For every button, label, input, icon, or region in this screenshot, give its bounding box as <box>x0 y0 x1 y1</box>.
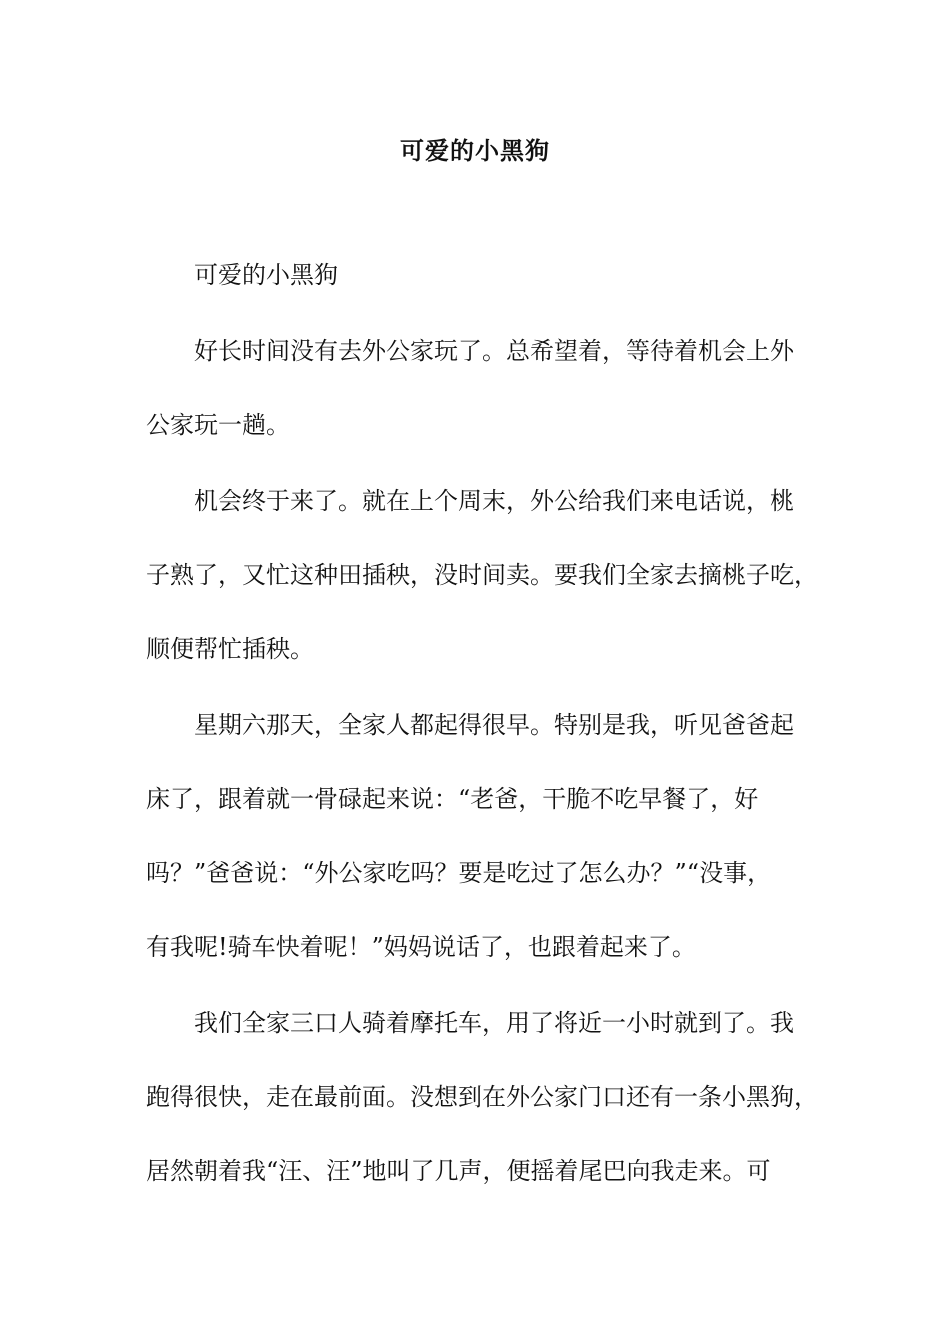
paragraph-line: 居然朝着我“汪、汪”地叫了几声，便摇着尾巴向我走来。可 <box>146 1157 771 1185</box>
paragraph-line: 好长时间没有去外公家玩了。总希望着，等待着机会上外 <box>194 337 794 365</box>
paragraph-line: 顺便帮忙插秧。 <box>146 635 314 663</box>
paragraph-line: 跑得很快，走在最前面。没想到在外公家门口还有一条小黑狗， <box>146 1083 818 1111</box>
paragraph-line: 公家玩一趟。 <box>146 411 290 439</box>
paragraph-line: 子熟了，又忙这种田插秧，没时间卖。要我们全家去摘桃子吃， <box>146 561 818 589</box>
subtitle-line: 可爱的小黑狗 <box>194 261 338 289</box>
paragraph-line: 床了，跟着就一骨碌起来说：“老爸，干脆不吃早餐了，好 <box>146 785 759 813</box>
document-title: 可爱的小黑狗 <box>400 136 550 165</box>
paragraph-line: 我们全家三口人骑着摩托车，用了将近一小时就到了。我 <box>194 1009 794 1037</box>
paragraph-line: 星期六那天，全家人都起得很早。特别是我，听见爸爸起 <box>194 711 794 739</box>
paragraph-line: 机会终于来了。就在上个周末，外公给我们来电话说，桃 <box>194 487 794 515</box>
paragraph-line: 吗？”爸爸说：“外公家吃吗？要是吃过了怎么办？”“没事， <box>146 859 772 887</box>
paragraph-line: 有我呢!骑车快着呢！”妈妈说话了，也跟着起来了。 <box>146 933 696 961</box>
